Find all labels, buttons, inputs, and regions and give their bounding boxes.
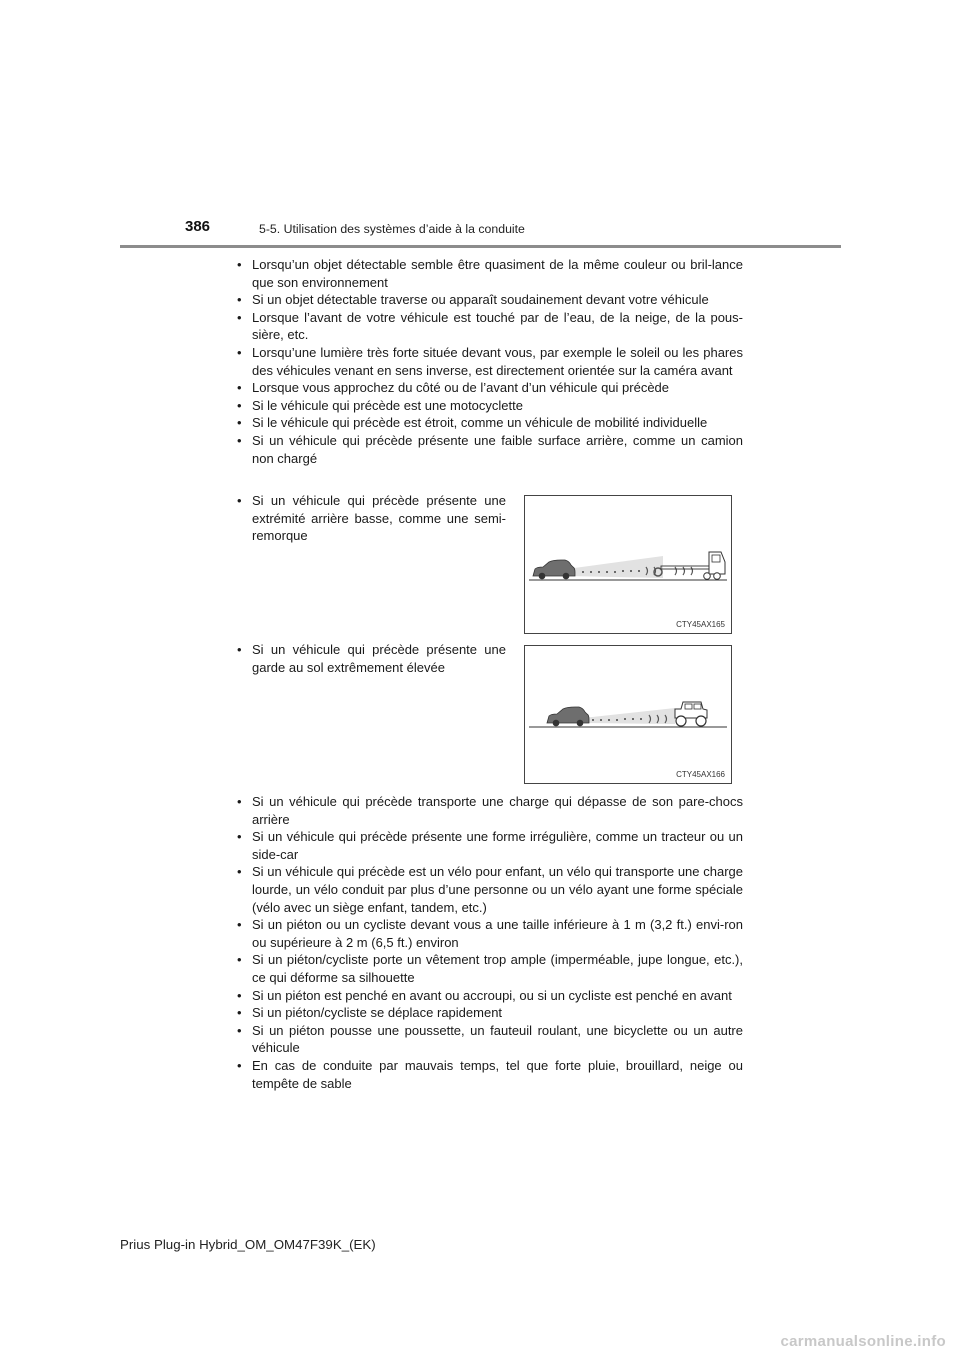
list-item: • Lorsqu’un objet détectable semble être quasiment de la même couleur ou bril-lance que son environnement — [237, 256, 743, 291]
bullet-list-bottom — [237, 793, 743, 1092]
bullet-list-figure-1 — [237, 492, 506, 545]
watermark: carmanualsonline.info — [780, 1333, 946, 1350]
list-item: • Si un piéton pousse une poussette, un fauteuil roulant, une bicyclette ou un autre véhicule — [237, 1022, 743, 1057]
figure-semi-trailer — [524, 495, 732, 634]
list-item: • Si un véhicule qui précède présente une extrémité arrière basse, comme une semi-remorque — [237, 492, 506, 545]
bullet-list-top — [237, 256, 743, 467]
page-number: 386 — [185, 218, 211, 235]
list-item: • Si un piéton/cycliste se déplace rapidement — [237, 1004, 743, 1022]
list-item: • Si un piéton est penché en avant ou accroupi, ou si un cycliste est penché en avant — [237, 987, 743, 1005]
semi-trailer-illustration-icon — [525, 496, 731, 633]
list-item: • Lorsqu’une lumière très forte située devant vous, par exemple le soleil ou les phares des véhicules venant en sens inverse, est directement orientée sur la caméra avant — [237, 344, 743, 379]
header-divider — [120, 245, 841, 248]
high-vehicle-icon — [675, 702, 707, 726]
figure-high-clearance — [524, 645, 732, 784]
bullet-list-figure-2 — [237, 641, 506, 676]
list-item: • Si un piéton ou un cycliste devant vous a une taille inférieure à 1 m (3,2 ft.) envi-ron ou supérieure à 2 m (6,5 ft.) environ — [237, 916, 743, 951]
list-item: • Si un véhicule qui précède transporte une charge qui dépasse de son pare-chocs arrière — [237, 793, 743, 828]
section-title: 5-5. Utilisation des systèmes d’aide à la conduite — [259, 222, 525, 236]
figure-code: CTY45AX166 — [676, 770, 725, 779]
list-item: • Si le véhicule qui précède est étroit, comme un véhicule de mobilité individuelle — [237, 414, 743, 432]
list-item: • Lorsque vous approchez du côté ou de l’avant d’un véhicule qui précède — [237, 379, 743, 397]
sensor-beam-icon — [583, 708, 675, 724]
car-icon — [547, 707, 589, 726]
list-item: • Lorsque l’avant de votre véhicule est touché par de l’eau, de la neige, de la pous-sière, etc. — [237, 309, 743, 344]
figure-code: CTY45AX165 — [676, 620, 725, 629]
truck-icon — [661, 552, 725, 579]
list-item: • Si un véhicule qui précède présente une faible surface arrière, comme un camion non chargé — [237, 432, 743, 467]
list-item: • Si un objet détectable traverse ou apparaît soudainement devant votre véhicule — [237, 291, 743, 309]
list-item: • Si un véhicule qui précède est un vélo pour enfant, un vélo qui transporte une charge lourde, un vélo conduit par plus d’une personne ou un vélo ayant une forme spéciale (vélo avec un siège enfant, tandem, etc.) — [237, 863, 743, 916]
list-item: • Si un véhicule qui précède présente une garde au sol extrêmement élevée — [237, 641, 506, 676]
car-icon — [533, 560, 575, 579]
list-item: • Si le véhicule qui précède est une motocyclette — [237, 397, 743, 415]
high-clearance-illustration-icon — [525, 646, 731, 783]
sensor-beam-icon — [567, 556, 663, 578]
list-item: • Si un véhicule qui précède présente une forme irrégulière, comme un tracteur ou un side-car — [237, 828, 743, 863]
list-item: • En cas de conduite par mauvais temps, tel que forte pluie, brouillard, neige ou tempête de sable — [237, 1057, 743, 1092]
page-header — [0, 0, 960, 250]
document-id: Prius Plug-in Hybrid_OM_OM47F39K_(EK) — [120, 1237, 376, 1252]
list-item: • Si un piéton/cycliste porte un vêtement trop ample (imperméable, jupe longue, etc.), ce qui déforme sa silhouette — [237, 951, 743, 986]
